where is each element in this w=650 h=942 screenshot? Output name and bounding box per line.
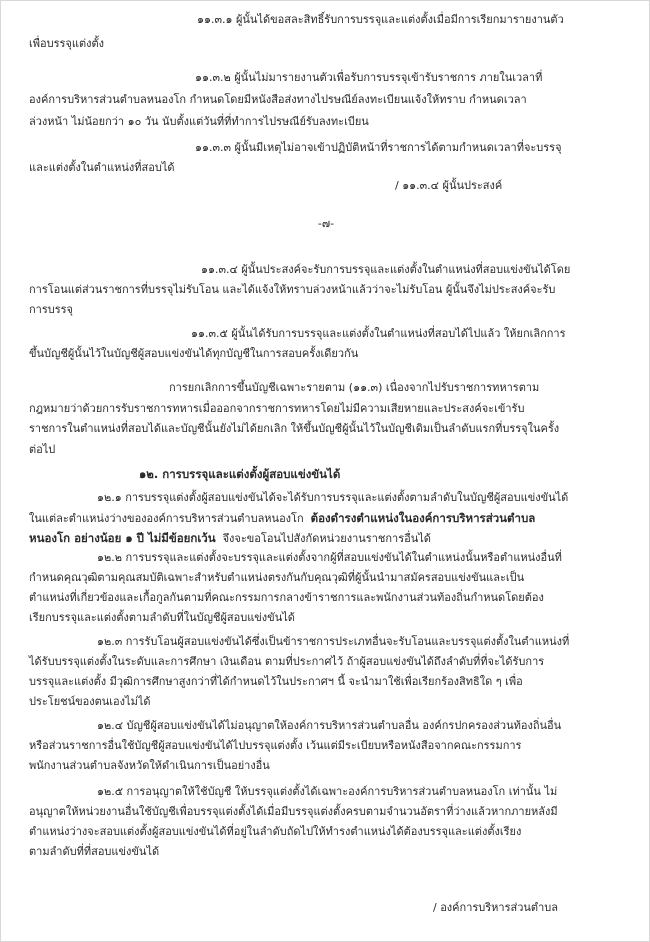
page-number: -๗- — [317, 217, 335, 230]
clause-11-3-4: ๑๑.๓.๔ ผู้นั้นประสงค์จะรับการบรรจุและแต่งตั้งในตำแหน่งที่สอบแข่งขันได้โดย — [201, 263, 571, 276]
clause-12-1: ๑๒.๑ การบรรจุแต่งตั้งผู้สอบแข่งขันได้จะได้รับการบรรจุและแต่งตั้งตามลำดับในบัญชีผู้สอบแข่งขันได้ — [97, 491, 569, 504]
clause-12-1-cont1-plain: ในแต่ละตำแหน่งว่างขององค์การบริหารส่วนตำบลหนองโก — [29, 512, 304, 525]
clause-11-3-5: ๑๑.๓.๕ ผู้นั้นได้รับการบรรจุและแต่งตั้งในตำแหน่งที่สอบได้ไปแล้ว ให้ยกเลิกการ — [191, 327, 566, 340]
page-continuation-note: / ๑๑.๓.๔ ผู้นั้นประสงค์ — [395, 179, 503, 192]
clause-12-1-cont2-plain: จึงจะขอโอนไปสังกัดหน่วยงานราชการอื่นได้ — [222, 532, 431, 545]
cancellation-paragraph: การยกเลิกการขึ้นบัญชีเฉพาะรายตาม (๑๑.๓) เนื่องจากไปรับราชการทหารตาม — [169, 381, 540, 394]
clause-12-3-cont3: ประโยชน์ของตนเองไม่ได้ — [29, 695, 151, 708]
clause-12-3-cont1: ได้รับบรรจุแต่งตั้งในระดับและการศึกษา เงินเดือน ตามที่ประกาศไว้ ถ้าผู้สอบแข่งขันได้ถึงลำดับที่ที่จะได้รับการ — [29, 655, 545, 668]
clause-12-5-cont3: ตามลำดับที่ที่สอบแข่งขันได้ — [29, 845, 160, 858]
clause-12-1-cont1 — [29, 511, 535, 526]
clause-12-2: ๑๒.๒ การบรรจุและแต่งตั้งจะบรรจุและแต่งตั้งจากผู้ที่สอบแข่งขันได้ในตำแหน่งนั้นหรือตำแหน่งอื่นที่ — [97, 551, 562, 564]
clause-12-5: ๑๒.๕ การอนุญาตให้ใช้บัญชี ให้บรรจุแต่งตั้งได้เฉพาะองค์การบริหารส่วนตำบลหนองโก เท่านั้น ไม่ — [97, 785, 558, 798]
clause-11-3-1-cont: เพื่อบรรจุแต่งตั้ง — [29, 37, 104, 50]
clause-12-4: ๑๒.๔ บัญชีผู้สอบแข่งขันได้ไม่อนุญาตให้องค์การบริหารส่วนตำบลอื่น องค์กรปกครองส่วนท้องถิ่นอื่น — [97, 719, 562, 732]
clause-12-2-cont1: กำหนดคุณวุฒิตามคุณสมบัติเฉพาะสำหรับตำแหน่งตรงกันกับคุณวุฒิที่ผู้นั้นนำมาสมัครสอบแข่งขันและเป็น — [29, 571, 525, 584]
clause-12-5-cont1: อนุญาตให้หน่วยงานอื่นใช้บัญชีเพื่อบรรจุแต่งตั้งได้เมื่อมีบรรจุแต่งตั้งครบตามจำนวนอัตราที่ว่างแล้วหากภายหลังมี — [29, 805, 558, 818]
section-12-heading: ๑๒. การบรรจุและแต่งตั้งผู้สอบแข่งขันได้ — [139, 467, 341, 481]
page-footer-continuation: / องค์การบริหารส่วนตำบล — [433, 901, 558, 914]
clause-11-3-3: ๑๑.๓.๓ ผู้นั้นมีเหตุไม่อาจเข้าปฏิบัติหน้าที่ราชการได้ตามกำหนดเวลาที่จะบรรจุ — [195, 141, 562, 154]
clause-11-3-2-cont2: ล่วงหน้า ไม่น้อยกว่า ๑๐ วัน นับตั้งแต่วันที่ที่ทำการไปรษณีย์รับลงทะเบียน — [29, 115, 369, 128]
clause-11-3-3-cont: และแต่งตั้งในตำแหน่งที่สอบได้ — [29, 161, 175, 174]
clause-12-1-cont2 — [29, 531, 431, 546]
clause-11-3-2: ๑๑.๓.๒ ผู้นั้นไม่มารายงานตัวเพื่อรับการบรรจุเข้ารับราชการ ภายในเวลาที่ — [195, 71, 543, 84]
clause-11-3-5-cont: ขึ้นบัญชีผู้นั้นไว้ในบัญชีผู้สอบแข่งขันได้ทุกบัญชีในการสอบครั้งเดียวกัน — [29, 347, 359, 360]
clause-12-4-cont2: พนักงานส่วนตำบลจังหวัดให้ดำเนินการเป็นอย่างอื่น — [29, 759, 270, 772]
clause-12-4-cont1: หรือส่วนราชการอื่นใช้บัญชีผู้สอบแข่งขันได้ไปบรรจุแต่งตั้ง เว้นแต่มีระเบียบหรือหนังสือจากคณะกรรมการ — [29, 739, 522, 752]
clause-11-3-2-cont1: องค์การบริหารส่วนตำบลหนองโก กำหนดโดยมีหนังสือส่งทางไปรษณีย์ลงทะเบียนแจ้งให้ทราบ กำหนดเวลา — [29, 93, 527, 106]
clause-12-1-cont2-bold: หนองโก อย่างน้อย ๑ ปี ไม่มีข้อยกเว้น — [29, 531, 216, 545]
clause-12-5-cont2: ตำแหน่งว่างจะสอบแต่งตั้งผู้สอบแข่งขันได้ที่อยู่ในลำดับถัดไปให้ทำรงตำแหน่งได้ต้องบรรจุและแต่งตั้งเรียง — [29, 825, 522, 838]
clause-12-3-cont2: บรรจุและแต่งตั้ง มีวุฒิการศึกษาสูงกว่าที่ได้กำหนดไว้ในประกาศฯ นี้ จะนำมาใช้เพื่อเรียกร้องสิทธิใด ๆ เพื่อ — [29, 675, 523, 688]
cancellation-paragraph-cont1: กฎหมายว่าด้วยการรับราชการทหารเมื่อออกจากราชการทหารโดยไม่มีความเสียหายและประสงค์จะเข้ารับ — [29, 402, 525, 415]
clause-11-3-4-cont1: การโอนแต่ส่วนราชการที่บรรจุไม่รับโอน และได้แจ้งให้ทราบล่วงหน้าแล้วว่าจะไม่รับโอน ผู้นั้นจึงไม่ประสงค์จะรับ — [29, 283, 556, 296]
clause-12-2-cont2: ตำแหน่งที่เกี่ยวข้องและเกื้อกูลกันตามที่คณะกรรมการกลางข้าราชการและพนักงานส่วนท้องถิ่นกำหนดโดยต้อง — [29, 591, 544, 604]
cancellation-paragraph-cont3: ต่อไป — [29, 443, 56, 456]
clause-12-2-cont3: เรียกบรรจุและแต่งตั้งตามลำดับที่ในบัญชีผู้สอบแข่งขันได้ — [29, 611, 295, 624]
clause-12-1-cont1-bold: ต้องดำรงตำแหน่งในองค์การบริหารส่วนตำบล — [310, 511, 536, 525]
clause-11-3-4-cont2: การบรรจุ — [29, 303, 73, 316]
clause-12-3: ๑๒.๓ การรับโอนผู้สอบแข่งขันได้ซึ่งเป็นข้าราชการประเภทอื่นจะรับโอนและบรรจุแต่งตั้งในตำแหน่งที่ — [97, 635, 570, 648]
clause-11-3-1: ๑๑.๓.๑ ผู้นั้นได้ขอสละสิทธิ์รับการบรรจุและแต่งตั้งเมื่อมีการเรียกมารายงานตัว — [197, 13, 564, 26]
cancellation-paragraph-cont2: ราชการในตำแหน่งที่สอบได้และบัญชีนั้นยังไม่ได้ยกเลิก ให้ขึ้นบัญชีผู้นั้นไว้ในบัญชีเดิมเป็นลำดับแรกที่บรรจุในครั้ง — [29, 422, 560, 435]
